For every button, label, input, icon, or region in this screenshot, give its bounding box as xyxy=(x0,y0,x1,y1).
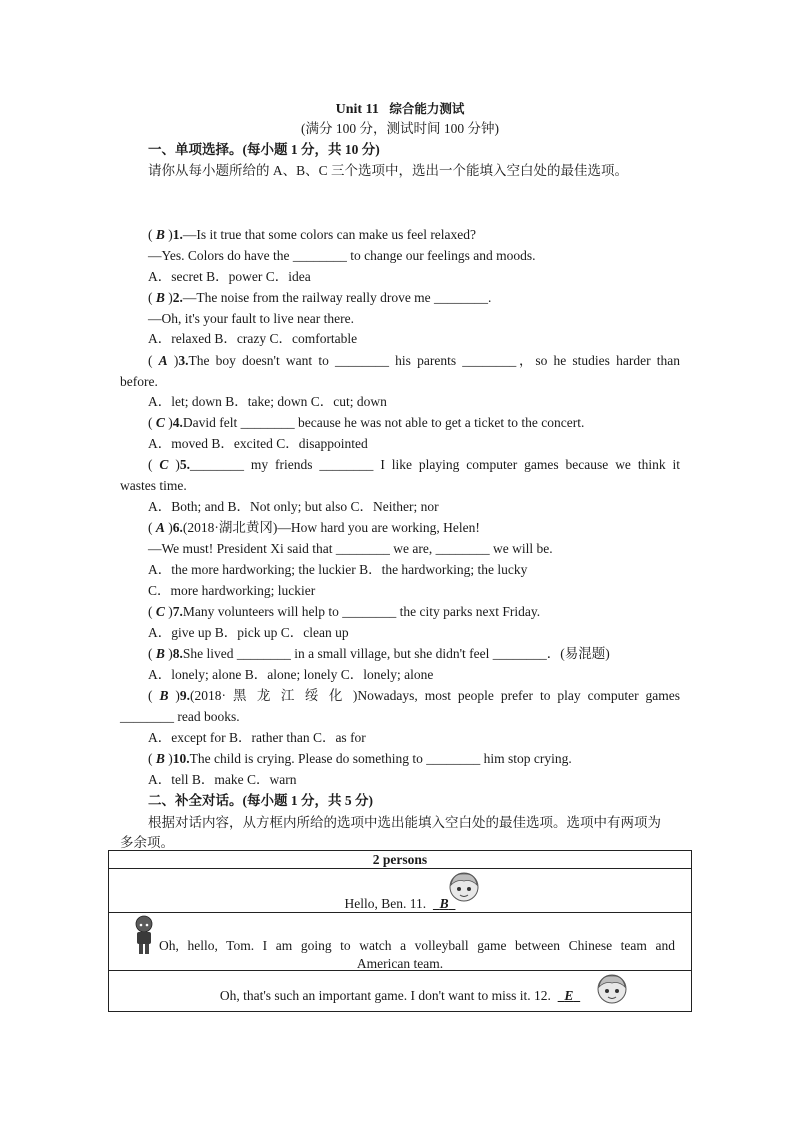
answer-9: B xyxy=(159,688,169,703)
boy-avatar-icon xyxy=(447,871,481,905)
section1-instruction: 请你从每小题所给的 A、B、C 三个选项中，选出一个能填入空白处的最佳选项。 xyxy=(148,163,629,178)
blank-11[interactable]: B xyxy=(439,896,449,911)
answer-4: C xyxy=(155,415,165,430)
answer-10: B xyxy=(155,751,165,766)
question-2: ( B )2.—The noise from the railway really drove me ________. xyxy=(148,290,492,305)
dialogue-line-1: Hello, Ben. 11. B xyxy=(109,895,691,912)
dialogue-row-2 xyxy=(109,913,691,971)
question-1: ( B )1.—Is it true that some colors can make us feel relaxed? xyxy=(148,227,477,242)
question-7: ( C )7.Many volunteers will help to ________ the city parks next Friday. xyxy=(148,604,541,619)
answer-1: B xyxy=(155,227,165,242)
question-3: ( A )3.The boy doesn't want to ________ his parents ________，so he studies harder than xyxy=(148,353,680,368)
question-6-options: A．the more hardworking; the luckier B．the hardworking; the lucky xyxy=(148,562,528,577)
question-6: ( A )6.(2018·湖北黄冈)—How hard you are working, Helen! xyxy=(148,520,480,535)
page-subtitle: (满分 100 分，测试时间 100 分钟) xyxy=(301,121,499,136)
question-1-options: A．secret B．power C．idea xyxy=(148,269,311,284)
question-10: ( B )10.The child is crying. Please do something to ________ him stop crying. xyxy=(148,751,572,766)
section2-instruction: 根据对话内容，从方框内所给的选项中选出能填入空白处的最佳选项。选项中有两项为 xyxy=(148,815,661,830)
question-6-options-2: C．more hardworking; luckier xyxy=(148,583,316,598)
dialogue-line-2b: American team. xyxy=(356,956,444,971)
dark-boy-avatar-icon xyxy=(131,915,157,955)
boy-avatar-icon xyxy=(595,973,629,1007)
blank-12[interactable]: E xyxy=(564,988,574,1003)
section2-instruction-cont: 多余项。 xyxy=(120,835,174,850)
answer-6: A xyxy=(155,520,165,535)
question-3-options: A．let; down B．take; down C．cut; down xyxy=(148,394,387,409)
question-7-options: A．give up B．pick up C．clean up xyxy=(148,625,349,640)
answer-7: C xyxy=(155,604,165,619)
dialogue-line-3: Oh, that's such an important game. I don't want to miss it. 12. E xyxy=(109,987,691,1004)
question-6-reply: —We must! President Xi said that ________ we are, ________ we will be. xyxy=(148,541,553,556)
question-8-options: A．lonely; alone B．alone; lonely C．lonely; alone xyxy=(148,667,434,682)
question-5-options: A．Both; and B．Not only; but also C．Neither; nor xyxy=(148,499,439,514)
dialogue-table xyxy=(108,850,692,1012)
question-3-cont: before. xyxy=(120,374,158,389)
question-2-reply: —Oh, it's your fault to live near there. xyxy=(148,311,355,326)
dialogue-header: 2 persons xyxy=(372,852,428,867)
page-title: Unit 11 综合能力测试 xyxy=(335,101,465,117)
question-8: ( B )8.She lived ________ in a small village, but she didn't feel ________．(易混题) xyxy=(148,646,610,661)
question-5-cont: wastes time. xyxy=(120,478,187,493)
question-4: ( C )4.David felt ________ because he was not able to get a ticket to the concert. xyxy=(148,415,585,430)
dialogue-row-1 xyxy=(109,869,691,913)
section1-heading: 一、单项选择。(每小题 1 分，共 10 分) xyxy=(148,142,380,157)
question-1-reply: —Yes. Colors do have the ________ to change our feelings and moods. xyxy=(148,248,536,263)
answer-5: C xyxy=(159,457,169,472)
question-10-options: A．tell B．make C．warn xyxy=(148,772,297,787)
dialogue-line-2a: Oh, hello, Tom. I am going to watch a volleyball game between Chinese team and xyxy=(159,938,675,953)
question-9-options: A．except for B．rather than C．as for xyxy=(148,730,366,745)
question-2-options: A．relaxed B．crazy C．comfortable xyxy=(148,331,358,346)
answer-8: B xyxy=(155,646,165,661)
section2-heading: 二、补全对话。(每小题 1 分，共 5 分) xyxy=(148,793,373,808)
dialogue-row-3 xyxy=(109,971,691,1013)
question-5: ( C )5.________ my friends ________ I like playing computer games because we think it xyxy=(148,457,680,472)
question-9-cont: ________ read books. xyxy=(120,709,240,724)
answer-3: A xyxy=(158,353,168,368)
question-4-options: A．moved B．excited C．disappointed xyxy=(148,436,368,451)
dialogue-header-row xyxy=(109,851,691,869)
question-9: ( B )9.(2018· 黑 龙 江 绥 化 )Nowadays, most people prefer to play computer games xyxy=(148,688,680,703)
answer-2: B xyxy=(155,290,165,305)
